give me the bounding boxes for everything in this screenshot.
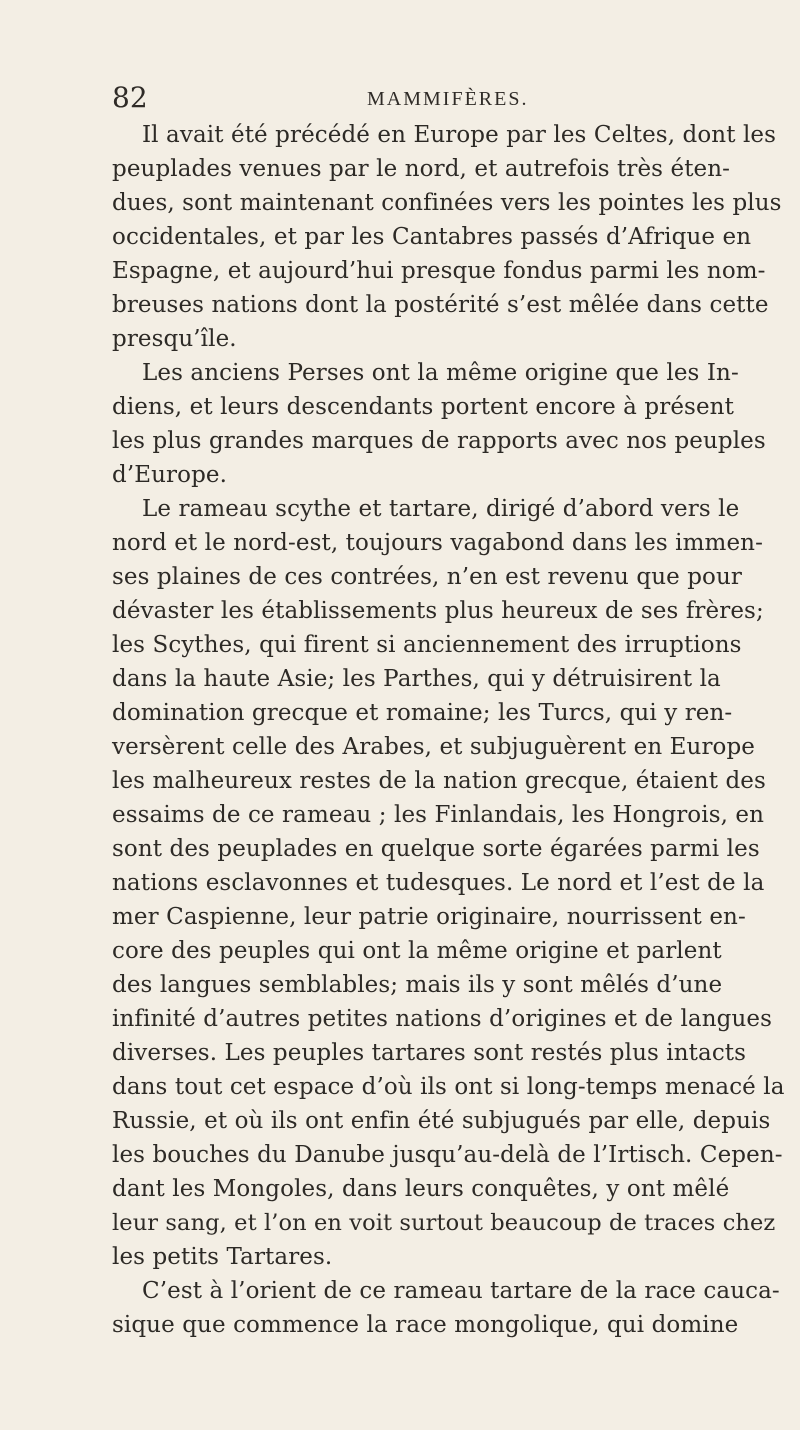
text-line: sique que commence la race mongolique, qui domine	[112, 1312, 739, 1338]
text-line: nord et le nord-est, toujours vagabond dans les immen-	[112, 530, 763, 556]
text-line: d’Europe.	[112, 462, 228, 488]
text-line: presqu’île.	[112, 326, 237, 352]
text-line: domination grecque et romaine; les Turcs, qui y ren-	[112, 700, 733, 726]
text-line: nations esclavonnes et tudesques. Le nord et l’est de la	[112, 870, 765, 896]
page-header	[112, 80, 672, 116]
text-line: Espagne, et aujourd’hui presque fondus parmi les nom-	[112, 258, 766, 284]
page-number: 82	[112, 81, 148, 114]
text-line: diverses. Les peuples tartares sont restés plus intacts	[112, 1040, 747, 1066]
text-line: dans la haute Asie; les Parthes, qui y détruisirent la	[112, 666, 721, 692]
text-line: breuses nations dont la postérité s’est mêlée dans cette	[112, 292, 769, 318]
text-line: les bouches du Danube jusqu’au-delà de l’Irtisch. Cepen-	[112, 1142, 783, 1168]
text-line: essaims de ce rameau ; les Finlandais, les Hongrois, en	[112, 802, 765, 828]
text-line: Russie, et où ils ont enfin été subjugués par elle, depuis	[112, 1108, 771, 1134]
text-line: dans tout cet espace d’où ils ont si long-temps menacé la	[112, 1074, 785, 1100]
text-line: mer Caspienne, leur patrie originaire, nourrissent en-	[112, 904, 746, 930]
text-line: Le rameau scythe et tartare, dirigé d’abord vers le	[142, 496, 740, 522]
text-line: Les anciens Perses ont la même origine que les In-	[142, 360, 739, 386]
text-line: versèrent celle des Arabes, et subjuguèrent en Europe	[112, 734, 756, 760]
body-text	[112, 118, 788, 1342]
text-line: leur sang, et l’on en voit surtout beaucoup de traces chez	[112, 1210, 776, 1236]
text-line: des langues semblables; mais ils y sont mêlés d’une	[112, 972, 723, 998]
text-line: infinité d’autres petites nations d’origines et de langues	[112, 1006, 772, 1032]
text-line: les Scythes, qui firent si anciennement des irruptions	[112, 632, 742, 658]
text-line: core des peuples qui ont la même origine et parlent	[112, 938, 722, 964]
text-line: C’est à l’orient de ce rameau tartare de la race cauca-	[142, 1278, 780, 1304]
running-head: MAMMIFÈRES.	[367, 88, 529, 110]
text-line: les plus grandes marques de rapports avec nos peuples	[112, 428, 766, 454]
text-line: dévaster les établissements plus heureux de ses frères;	[112, 598, 764, 624]
text-line: sont des peuplades en quelque sorte égarées parmi les	[112, 836, 760, 862]
text-line: ses plaines de ces contrées, n’en est revenu que pour	[112, 564, 743, 590]
text-line: dant les Mongoles, dans leurs conquêtes, y ont mêlé	[112, 1176, 730, 1202]
text-line: peuplades venues par le nord, et autrefois très éten-	[112, 156, 731, 182]
text-line: occidentales, et par les Cantabres passés d’Afrique en	[112, 224, 752, 250]
text-line: diens, et leurs descendants portent encore à présent	[112, 394, 734, 420]
text-line: Il avait été précédé en Europe par les Celtes, dont les	[142, 122, 777, 148]
text-line: les petits Tartares.	[112, 1244, 333, 1270]
text-line: les malheureux restes de la nation grecque, étaient des	[112, 768, 766, 794]
text-line: dues, sont maintenant confinées vers les pointes les plus	[112, 190, 782, 216]
